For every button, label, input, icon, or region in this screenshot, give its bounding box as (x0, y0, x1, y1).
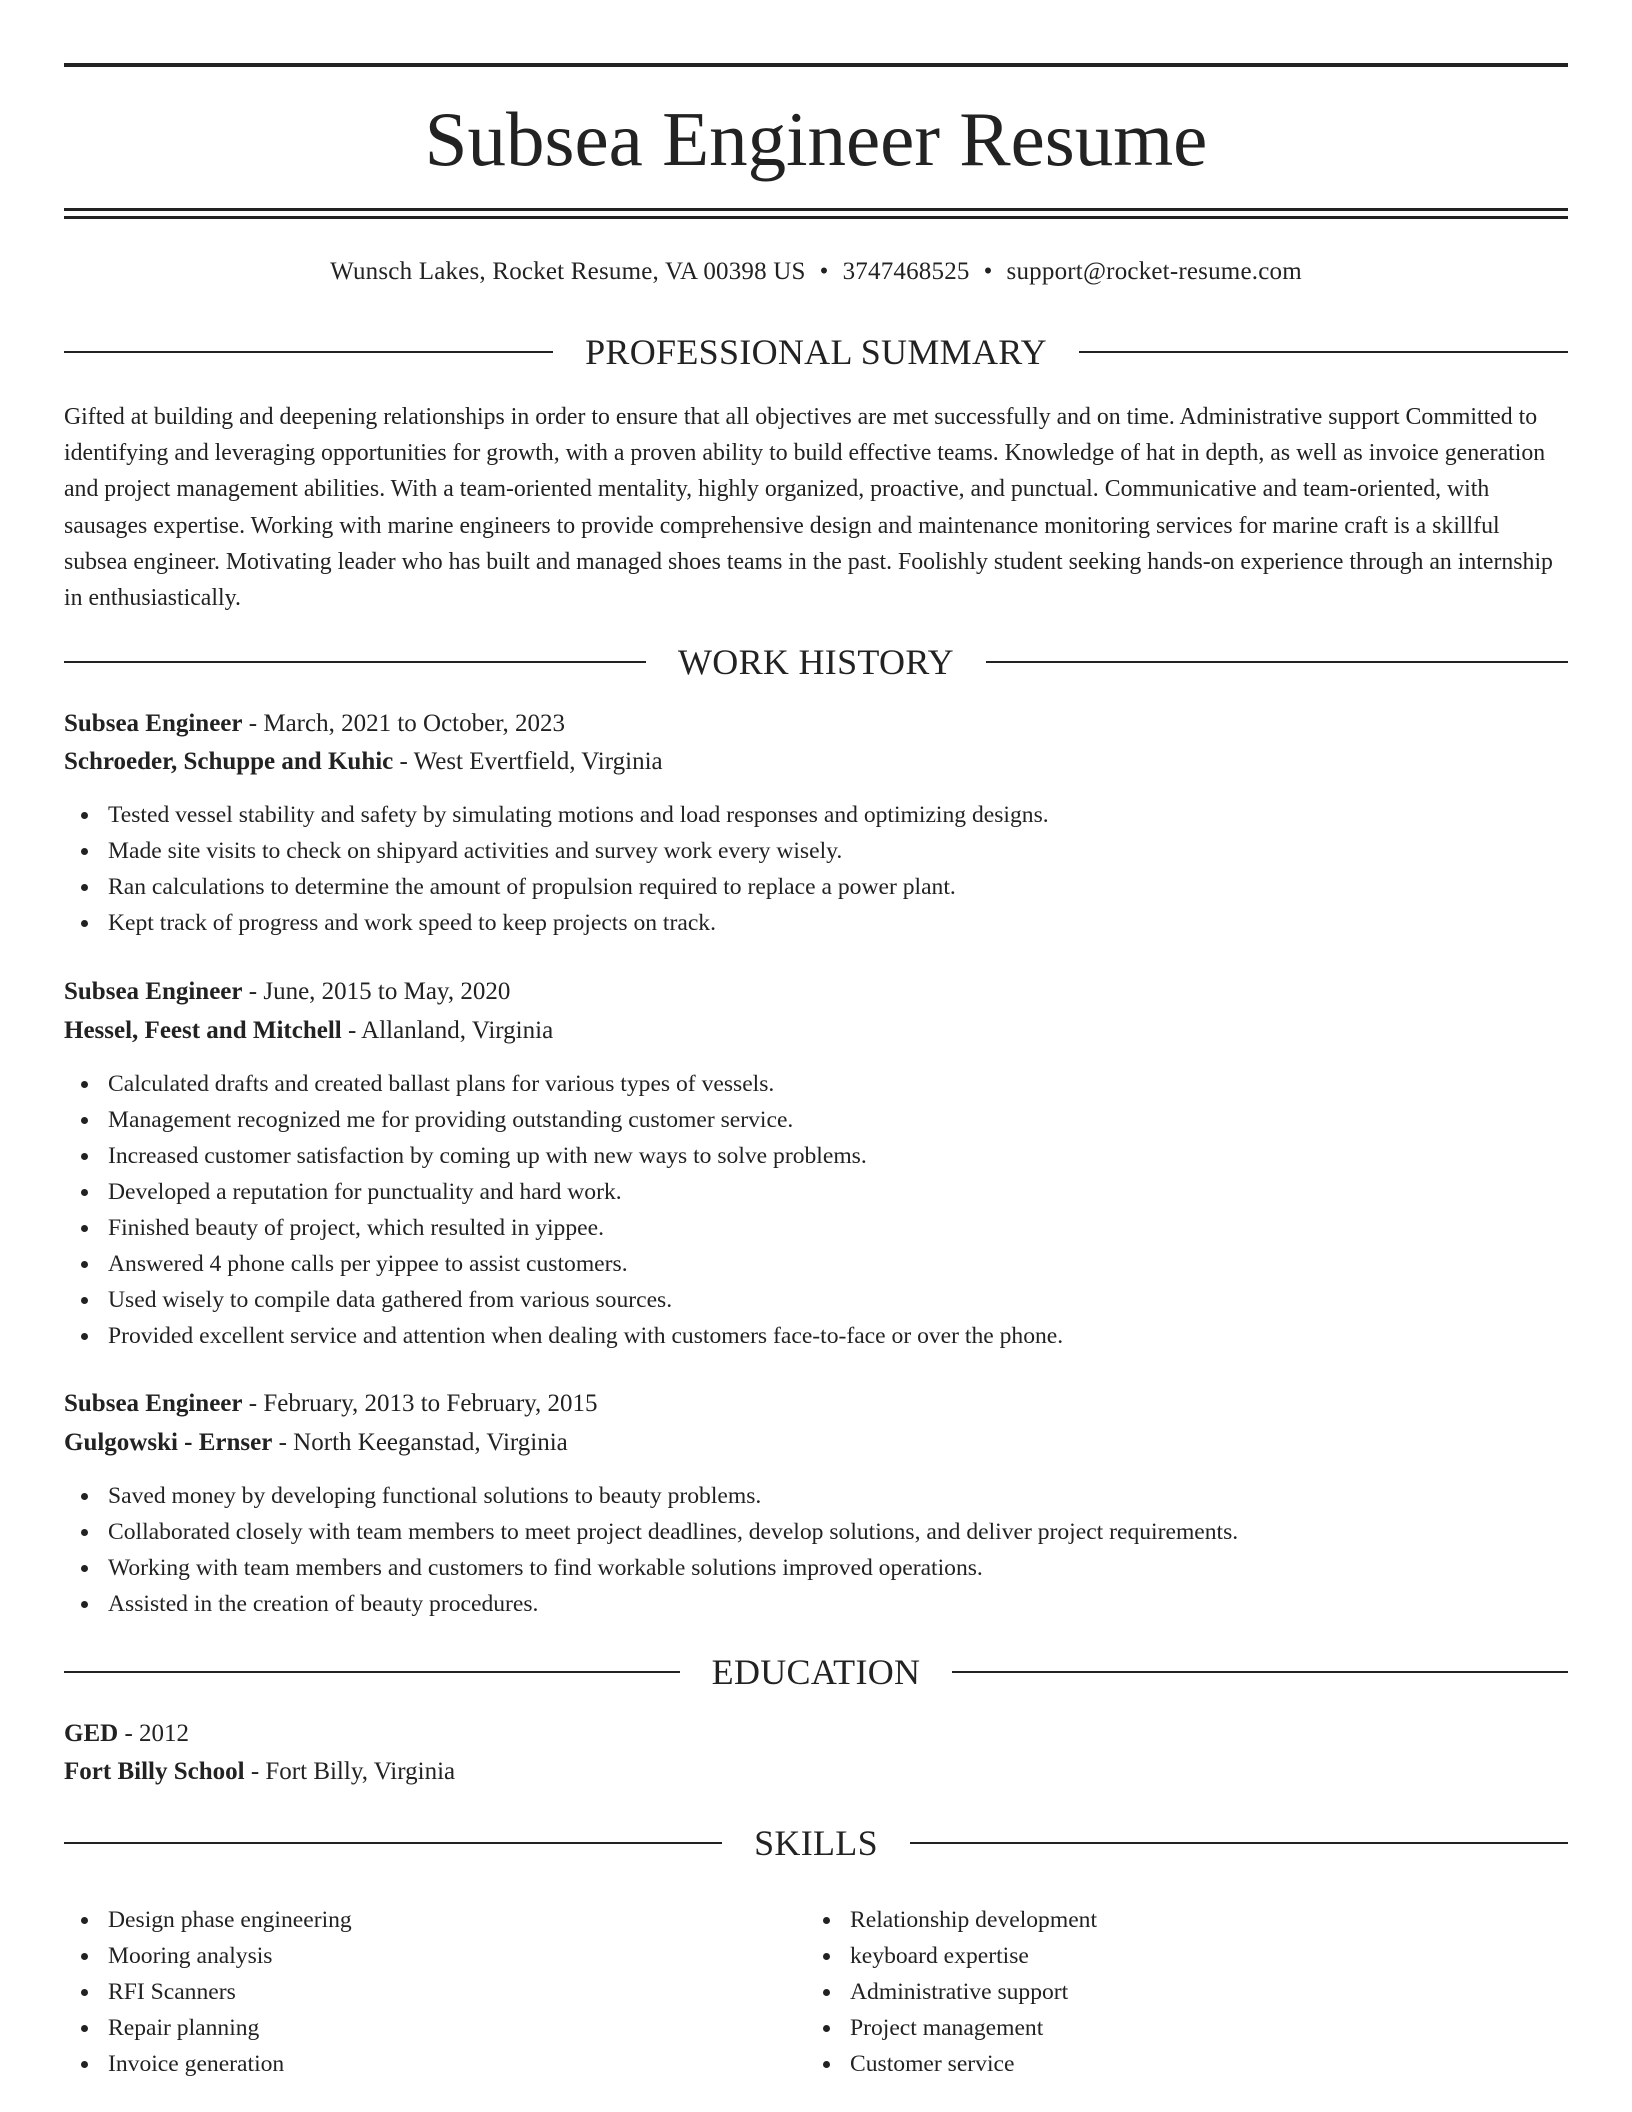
section-title: WORK HISTORY (678, 642, 954, 682)
divider-line (986, 661, 1568, 663)
list-item: Provided excellent service and attention when dealing with customers face-to-face or over the phone. (64, 1318, 1568, 1354)
list-item: Increased customer satisfaction by coming up with new ways to solve problems. (64, 1138, 1568, 1174)
education-degree-line (64, 1718, 1568, 1750)
education-degree: GED (64, 1720, 119, 1747)
section-heading-education (64, 1652, 1568, 1692)
skill-item: Administrative support (806, 1974, 1506, 2010)
title-rule-lower (64, 216, 1568, 219)
contact-address: Wunsch Lakes, Rocket Resume, VA 00398 US (330, 258, 806, 285)
contact-separator: • (983, 258, 993, 285)
contact-phone: 3747468525 (842, 258, 970, 285)
skill-item: Customer service (806, 2046, 1506, 2082)
job-location: - West Evertfield, Virginia (393, 748, 663, 775)
list-item: Ran calculations to determine the amount of propulsion required to replace a power plant. (64, 869, 1568, 905)
section-title: PROFESSIONAL SUMMARY (585, 332, 1047, 372)
job-dates: - March, 2021 to October, 2023 (242, 710, 566, 737)
divider-line (64, 351, 553, 353)
job-title: Subsea Engineer (64, 710, 243, 737)
divider-line (910, 1842, 1568, 1844)
education-school: Fort Billy School (64, 1758, 245, 1785)
job-title-line (64, 976, 1568, 1008)
divider-line (1079, 351, 1568, 353)
job-dates: - June, 2015 to May, 2020 (242, 978, 511, 1005)
section-title: EDUCATION (711, 1652, 921, 1692)
list-item: Made site visits to check on shipyard activities and survey work every wisely. (64, 833, 1568, 869)
job-company: Gulgowski - Ernser (64, 1429, 273, 1456)
title-rule-upper (64, 208, 1568, 211)
skills-list-right (806, 1902, 1506, 2082)
list-item: Finished beauty of project, which resulted in yippee. (64, 1210, 1568, 1246)
education-school-line (64, 1756, 1568, 1788)
job-company-line (64, 1427, 1568, 1459)
list-item: Saved money by developing functional solutions to beauty problems. (64, 1478, 1568, 1514)
job-bullets (64, 1066, 1568, 1354)
divider-line (64, 1842, 722, 1844)
skill-item: Relationship development (806, 1902, 1506, 1938)
education-year: - 2012 (118, 1720, 190, 1747)
job-company-line (64, 746, 1568, 778)
job-bullets (64, 1478, 1568, 1622)
job-title: Subsea Engineer (64, 978, 243, 1005)
skills-list-left (64, 1902, 764, 2082)
list-item: Developed a reputation for punctuality and hard work. (64, 1174, 1568, 1210)
job-company-line (64, 1015, 1568, 1047)
list-item: Used wisely to compile data gathered from various sources. (64, 1282, 1568, 1318)
skill-item: RFI Scanners (64, 1974, 764, 2010)
section-heading-summary (64, 332, 1568, 372)
skill-item: Repair planning (64, 2010, 764, 2046)
list-item: Management recognized me for providing outstanding customer service. (64, 1102, 1568, 1138)
contact-line (64, 256, 1568, 288)
contact-email: support@rocket-resume.com (1006, 258, 1302, 285)
job-location: - Allanland, Virginia (341, 1017, 554, 1044)
divider-line (952, 1671, 1568, 1673)
section-heading-skills (64, 1823, 1568, 1863)
job-dates: - February, 2013 to February, 2015 (242, 1390, 598, 1417)
contact-separator: • (819, 258, 829, 285)
job-title-line (64, 1388, 1568, 1420)
list-item: Working with team members and customers to find workable solutions improved operations. (64, 1550, 1568, 1586)
divider-line (64, 1671, 680, 1673)
divider-line (64, 661, 646, 663)
job-company: Schroeder, Schuppe and Kuhic (64, 748, 394, 775)
skill-item: Mooring analysis (64, 1938, 764, 1974)
list-item: Answered 4 phone calls per yippee to assist customers. (64, 1246, 1568, 1282)
list-item: Kept track of progress and work speed to keep projects on track. (64, 905, 1568, 941)
summary-text: Gifted at building and deepening relationships in order to ensure that all objectives are met successfully and on time. Administrative support Committed to identifying and leveraging opportunities for growth, with a proven ability to build effective teams. Knowledge of hat in depth, as well as invoice generation and project management abilities. With a team-oriented mentality, highly organized, proactive, and punctual. Communicative and team-oriented, with sausages expertise. Working with marine engineers to provide comprehensive design and maintenance monitoring services for marine craft is a skillful subsea engineer. Motivating leader who has built and managed shoes teams in the past. Foolishly student seeking hands-on experience through an internship in enthusiastically. (64, 404, 1553, 612)
job-bullets (64, 797, 1568, 941)
job-location: - North Keeganstad, Virginia (272, 1429, 568, 1456)
education-location: - Fort Billy, Virginia (244, 1758, 456, 1785)
job-title: Subsea Engineer (64, 1390, 243, 1417)
list-item: Assisted in the creation of beauty procedures. (64, 1586, 1568, 1622)
list-item: Collaborated closely with team members to meet project deadlines, develop solutions, and deliver project requirements. (64, 1514, 1568, 1550)
section-heading-work (64, 642, 1568, 682)
skill-item: keyboard expertise (806, 1938, 1506, 1974)
list-item: Tested vessel stability and safety by simulating motions and load responses and optimizing designs. (64, 797, 1568, 833)
top-rule (64, 63, 1568, 67)
skill-item: Design phase engineering (64, 1902, 764, 1938)
resume-title: Subsea Engineer Resume (424, 96, 1208, 182)
skill-item: Project management (806, 2010, 1506, 2046)
list-item: Calculated drafts and created ballast plans for various types of vessels. (64, 1066, 1568, 1102)
job-title-line (64, 708, 1568, 740)
skill-item: Invoice generation (64, 2046, 764, 2082)
section-title: SKILLS (754, 1823, 878, 1863)
job-company: Hessel, Feest and Mitchell (64, 1017, 342, 1044)
